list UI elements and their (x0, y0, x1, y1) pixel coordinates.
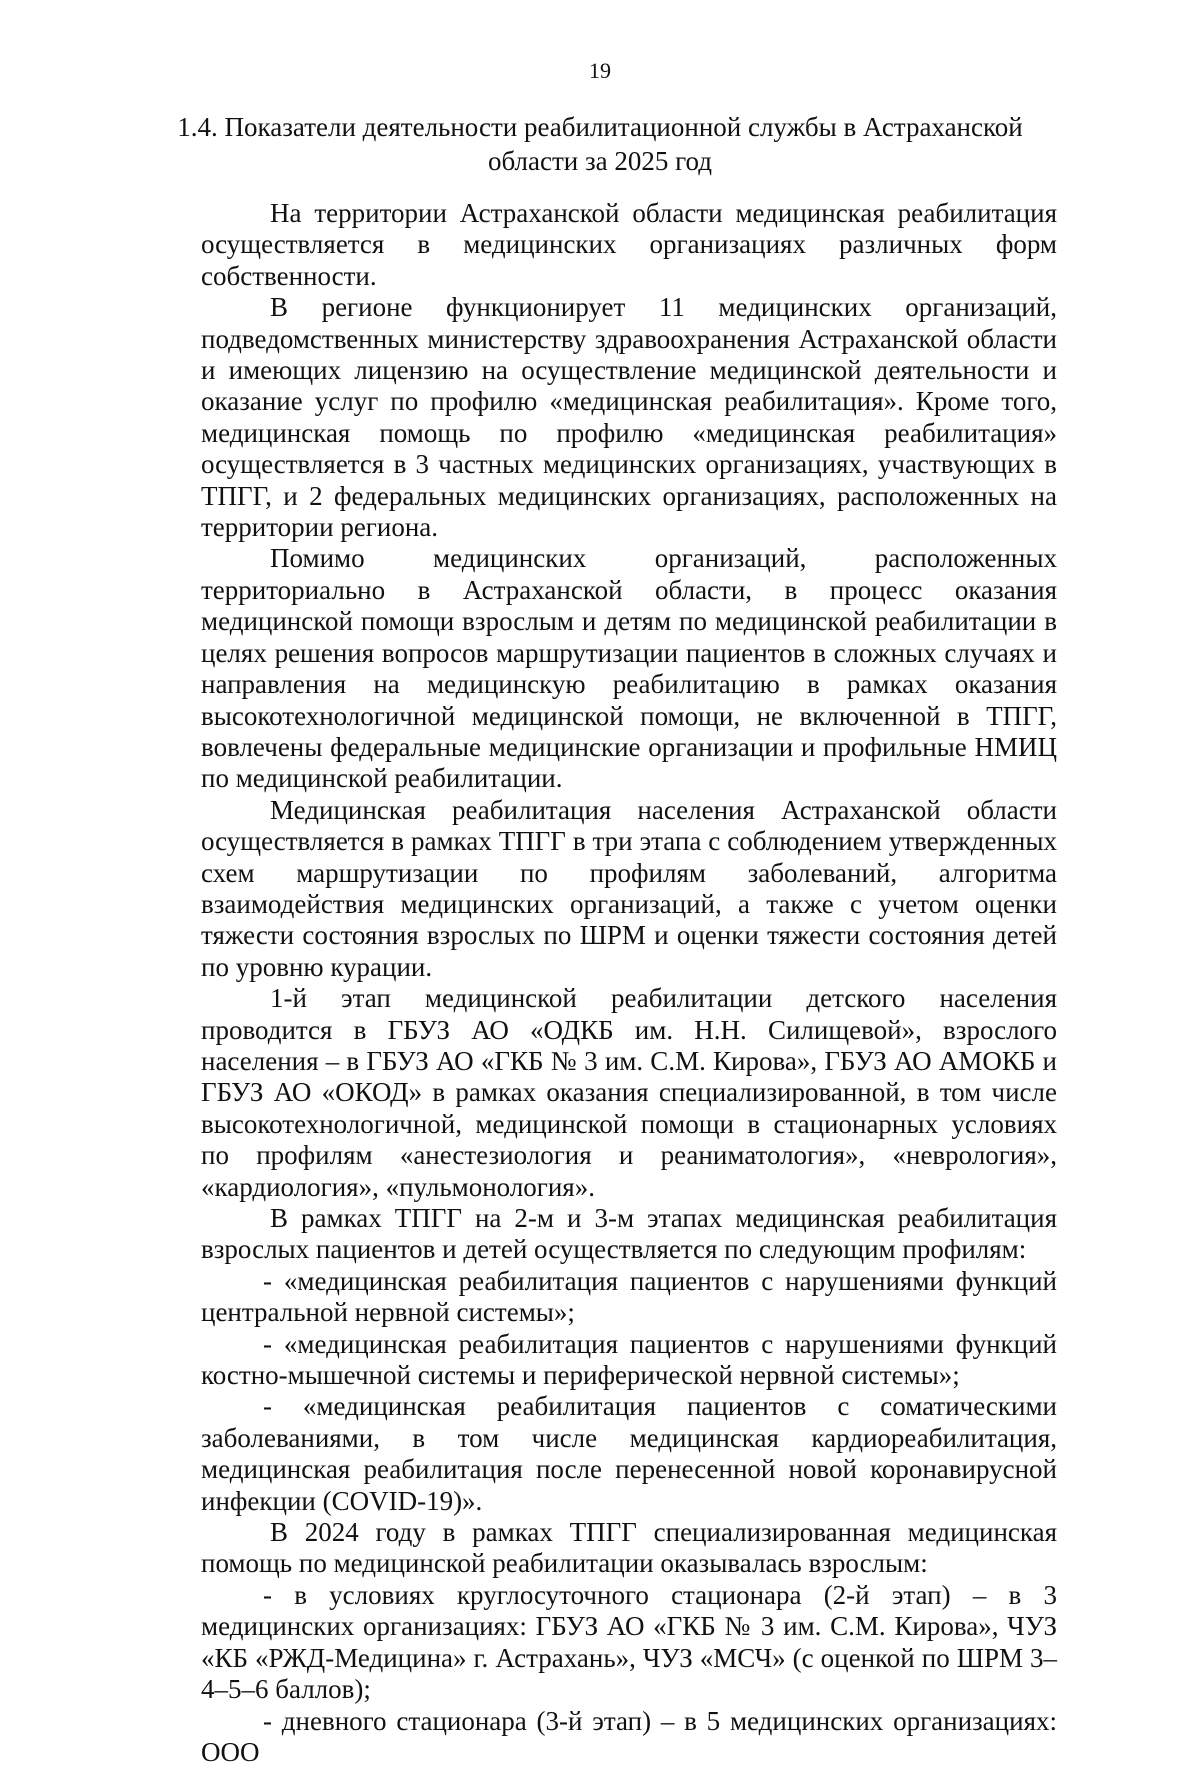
profile-item-cns: - «медицинская реабилитация пациентов с нарушениями функций центральной нервной системы»; (201, 1266, 1057, 1329)
paragraph-three-stages: Медицинская реабилитация населения Астраханской области осуществляется в рамках ТПГГ в три этапа с соблюдением утвержденных схем маршрутизации по профилям заболеваний, алгоритма взаимодействия медицинских организаций, а также с учетом оценки тяжести состояния взрослых по ШРМ и оценки тяжести состояния детей по уровню курации. (201, 795, 1057, 983)
paragraph-profiles-intro: В рамках ТПГГ на 2-м и 3-м этапах медицинская реабилитация взрослых пациентов и детей осуществляется по следующим профилям: (201, 1203, 1057, 1266)
profile-item-somatic: - «медицинская реабилитация пациентов с соматическими заболеваниями, в том числе медицинская кардиореабилитация, медицинская реабилитация после перенесенной новой коронавирусной инфекции (COVID-19)». (201, 1391, 1057, 1517)
care-setting-round-the-clock: - в условиях круглосуточного стационара (2-й этап) – в 3 медицинских организациях: ГБУЗ АО «ГКБ № 3 им. С.М. Кирова», ЧУЗ «КБ «РЖД-Медицина» г. Астрахань», ЧУЗ «МСЧ» (с оценкой по ШРМ 3–4–5–6 баллов); (201, 1580, 1057, 1706)
paragraph-first-stage: 1-й этап медицинской реабилитации детского населения проводится в ГБУЗ АО «ОДКБ им. Н.Н. Силищевой», взрослого населения – в ГБУЗ АО «ГКБ № 3 им. С.М. Кирова», ГБУЗ АО АМОКБ и ГБУЗ АО «ОКОД» в рамках оказания специализированной, в том числе высокотехнологичной, медицинской помощи в стационарных условиях по профилям «анестезиология и реаниматология», «неврология», «кардиология», «пульмонология». (201, 983, 1057, 1203)
paragraph-2024: В 2024 году в рамках ТПГГ специализированная медицинская помощь по медицинской реабилитации оказывалась взрослым: (201, 1517, 1057, 1580)
page-number: 19 (0, 58, 1200, 84)
document-body (201, 198, 1057, 1768)
paragraph-organizations: В регионе функционирует 11 медицинских организаций, подведомственных министерству здравоохранения Астраханской области и имеющих лицензию на осуществление медицинской деятельности и оказание услуг по профилю «медицинская реабилитация». Кроме того, медицинская помощь по профилю «медицинская реабилитация» осуществляется в 3 частных медицинских организациях, участвующих в ТПГГ, и 2 федеральных медицинских организациях, расположенных на территории региона. (201, 292, 1057, 543)
section-heading: 1.4. Показатели деятельности реабилитационной службы в Астраханской области за 2025 год (150, 110, 1050, 178)
paragraph-federal-involvement: Помимо медицинских организаций, расположенных территориально в Астраханской области, в процесс оказания медицинской помощи взрослым и детям по медицинской реабилитации в целях решения вопросов маршрутизации пациентов в сложных случаях и направления на медицинскую реабилитацию в рамках оказания высокотехнологичной медицинской помощи, не включенной в ТПГГ, вовлечены федеральные медицинские организации и профильные НМИЦ по медицинской реабилитации. (201, 543, 1057, 794)
care-setting-day-hospital: - дневного стационара (3-й этап) – в 5 медицинских организациях: ООО (201, 1706, 1057, 1768)
paragraph-territory: На территории Астраханской области медицинская реабилитация осуществляется в медицинских организациях различных форм собственности. (201, 198, 1057, 292)
profile-item-musculoskeletal: - «медицинская реабилитация пациентов с нарушениями функций костно-мышечной системы и периферической нервной системы»; (201, 1329, 1057, 1392)
